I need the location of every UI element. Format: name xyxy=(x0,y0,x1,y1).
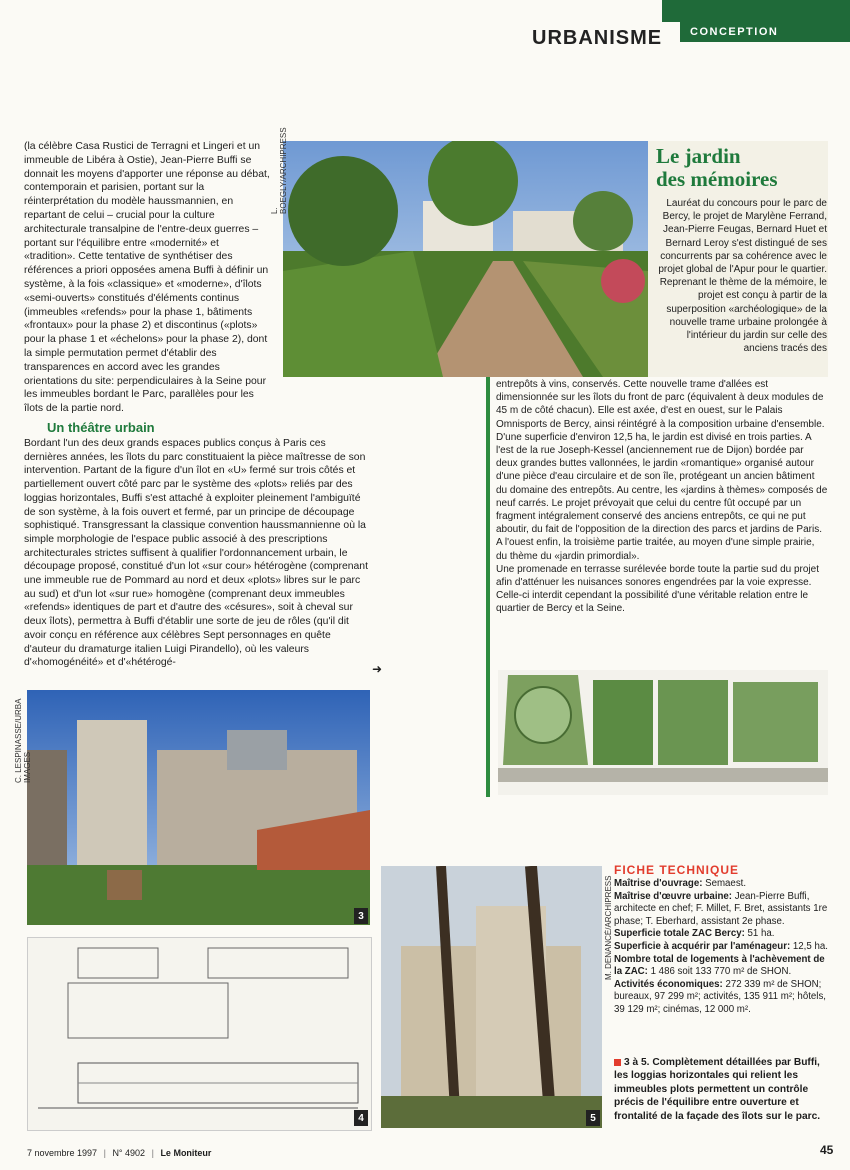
jardin-left-rule xyxy=(486,377,494,797)
urbain-title: Un théâtre urbain xyxy=(47,420,155,435)
intro-text: (la célèbre Casa Rustici de Terragni et Lingeri et un immeuble de Libéra à Ostie), Jean-Pierre Buffi se donnait les moyens d'apporter une réponse au débat, contemporain et parisien, portant sur la réinterprétation du modèle haussmannien, en repartant de celui – crucial pour la culture architecturale transalpine de l'entre-deux guerres – portant sur l'équilibre entre «modernité» et «tradition». Cette tentative de synthétiser des références a priori opposées amena Buffi à définir un système, à la fois «classique» et «moderne», d'îlots «semi-ouverts» constitués d'éléments continus (immeubles «refends» pour la phase 1, bâtiments «frontaux» pour la phase 2) et discontinus («plots» pour la phase 1 et «échelons» pour la phase 2), dont la simple permutation permet d'établir des transparences en accord avec les grandes orientations du site: perpendiculaires à la Seine pour les immeubles bordant le Parc, parallèles pour les îlots de la partie nord. xyxy=(24,141,270,415)
jardin-title-line1: Le jardin xyxy=(656,144,741,168)
photo-5 xyxy=(381,866,602,1128)
credit-photo-5: M. DENANCÉ/ARCHIPRESS xyxy=(604,875,613,980)
fiche-body xyxy=(614,878,832,1017)
fiche-label: Nombre total de logements à l'achèvement de la ZAC: xyxy=(614,953,825,978)
fiche-label: Activités économiques: xyxy=(614,978,723,990)
park-photo xyxy=(283,141,648,377)
fiche-row xyxy=(614,891,832,929)
fiche-value: 51 ha. xyxy=(744,928,775,940)
kicker-urbanisme: URBANISME xyxy=(532,27,663,49)
fiche-label: Superficie totale ZAC Bercy: xyxy=(614,928,745,940)
photo-3 xyxy=(27,690,370,925)
photo-caption xyxy=(614,1056,832,1123)
jardin-text-b: entrepôts à vins, conservés. Cette nouvelle trame d'allées est dimensionnée sur les îlots du front de parc (équivalent à deux modules de 45 m de côté chacun). Elle est axée, d'est en ouest, sur le Palais Omnisports de Bercy, ainsi réintégré à la composition urbaine d'ensemble. xyxy=(496,379,825,430)
credit-park-photo: L. BOEGLY/ARCHIPRESS xyxy=(270,127,288,214)
footer-date: 7 novembre 1997 xyxy=(27,1148,98,1158)
caption-text: 3 à 5. Complètement détaillées par Buffi, les loggias horizontales qui relient les immeubles plots permettent un contrôle précis de l'équilibre entre ouverture et frontalité de la façade des îlots sur le parc. xyxy=(614,1057,821,1122)
credit-photo-3: C. LESPINASSE/URBA IMAGES xyxy=(14,698,32,783)
photo-5-number: 5 xyxy=(586,1110,600,1126)
header-bar xyxy=(662,0,850,22)
footer: 7 novembre 1997 | N° 4902 | Le Moniteur xyxy=(27,1148,212,1158)
jardin-title-line2: des mémoires xyxy=(656,167,778,191)
fiche-value: Semaest. xyxy=(702,878,747,889)
page-number: 45 xyxy=(820,1143,834,1157)
photo-4-drawing xyxy=(27,937,372,1131)
urbain-text: Bordant l'un des deux grands espaces publics conçus à Paris ces dernières années, les îlots du parc constituaient la pièce maîtresse de son intervention. Partant de la figure d'un îlot en «U» fermé sur trois côtés et partiellement ouvert côté parc par le système des «plots» reliés par des loggias horizontales, Buffi s'est attaché à exploiter pleinement l'ambiguïté de son système, à la fois ouvert et fermé, par un principe de découpage sophistiqué. Transgressant la classique convention haussmannienne où la simple morphologie de l'espace public associé à des prescriptions architecturales strictes suffisent à qualifier l'ordonnancement urbain, le découpage proposé, constitué d'un lot «sur cour» hétérogène (comprenant une immeuble rue de Pommard au nord et deux «plots» libres sur le parc au sud) et d'un lot «sur rue» homogène (comprenant deux immeubles «refends» identiques de part et d'autre des «césures», soit à cheval sur deux îlots), permettra à Buffi d'établir une sorte de jeu de rôles (qu'il dit avoir conçu en référence aux célèbres Sept personnages en quête d'auteur du dramaturge italien Luigi Pirandello), où les valeurs d'«homogénéité» et d'«hétérogé- xyxy=(24,438,368,669)
jardin-text-a: Lauréat du concours pour le parc de Bercy, le projet de Marylène Ferrand, Jean-Pierre Feugas, Bernard Huet et Bernard Leroy s'est distingué de ses concurrents par sa cohérence avec le projet global de l'Apur pour le quartier. Reprenant le thème de la mémoire, le projet est conçu à partir de la superposition «archéologique» de la nouvelle trame urbaine prolongée à l'intérieur du jardin sur celle des anciens tracés des xyxy=(658,198,827,355)
jardin-title xyxy=(656,145,778,191)
fiche-title: FICHE TECHNIQUE xyxy=(614,863,740,877)
photo-3-number: 3 xyxy=(354,908,368,924)
park-plan-image xyxy=(498,670,828,795)
fiche-label: Maîtrise d'œuvre urbaine: xyxy=(614,890,733,902)
fiche-value: 12,5 ha. xyxy=(790,940,828,952)
jardin-text-c: D'une superficie d'environ 12,5 ha, le jardin est divisé en trois parties. A l'est de la rue Joseph-Kessel (anciennement rue de Dijon) bordée par deux grandes buttes vallonnées, le jardin «romantique» organisé autour d'une pièce d'eau circulaire et de son île, protégeant un ancien bâtiment du domaine des entrepôts. Au centre, les «jardins à thèmes» composés de neuf carrés. Le projet prévoyait que celui du centre fût occupé par un fragment intégralement conservé des anciens entrepôts, ce qui ne put aboutir, du fait de l'opposition de la direction des parcs et jardins de Paris. A l'ouest enfin, la troisième partie traitée, au moyen d'une simple prairie, du thème du «jardin primordial». xyxy=(496,431,828,562)
fiche-row xyxy=(614,878,832,891)
photo-4-number: 4 xyxy=(354,1110,368,1126)
fiche-row xyxy=(614,941,832,954)
fiche-row xyxy=(614,928,832,941)
footer-issue: N° 4902 xyxy=(112,1148,146,1158)
section-label: CONCEPTION xyxy=(680,22,850,42)
continue-arrow: ➜ xyxy=(372,662,383,676)
jardin-text-d: Une promenade en terrasse surélevée borde toute la partie sud du projet afin d'atténuer les nuisances sonores engendrées par la voie expresse. Celle-ci interdit cependant la possibilité d'une véritable relation entre le quartier de Bercy et la Seine. xyxy=(496,563,819,615)
fiche-row xyxy=(614,979,832,1017)
fiche-value: 272 339 m² de SHON; bureaux, 97 299 m²; activités, 135 911 m²; hôtels, 39 129 m²; cinémas, 12 000 m². xyxy=(614,978,826,1015)
fiche-value: Jean-Pierre Buffi, architecte en chef; F. Millet, F. Bret, assistants 1re phase; T. Eberhard, assistant 2e phase. xyxy=(614,890,828,927)
footer-magazine: Le Moniteur xyxy=(160,1148,212,1158)
jardin-text-group xyxy=(496,378,828,616)
caption-bullet xyxy=(614,1059,621,1066)
fiche-row xyxy=(614,954,832,979)
fiche-value: 1 486 soit 133 770 m² de SHON. xyxy=(647,966,792,978)
fiche-label: Maîtrise d'ouvrage: xyxy=(614,878,703,889)
fiche-label: Superficie à acquérir par l'aménageur: xyxy=(614,940,791,952)
